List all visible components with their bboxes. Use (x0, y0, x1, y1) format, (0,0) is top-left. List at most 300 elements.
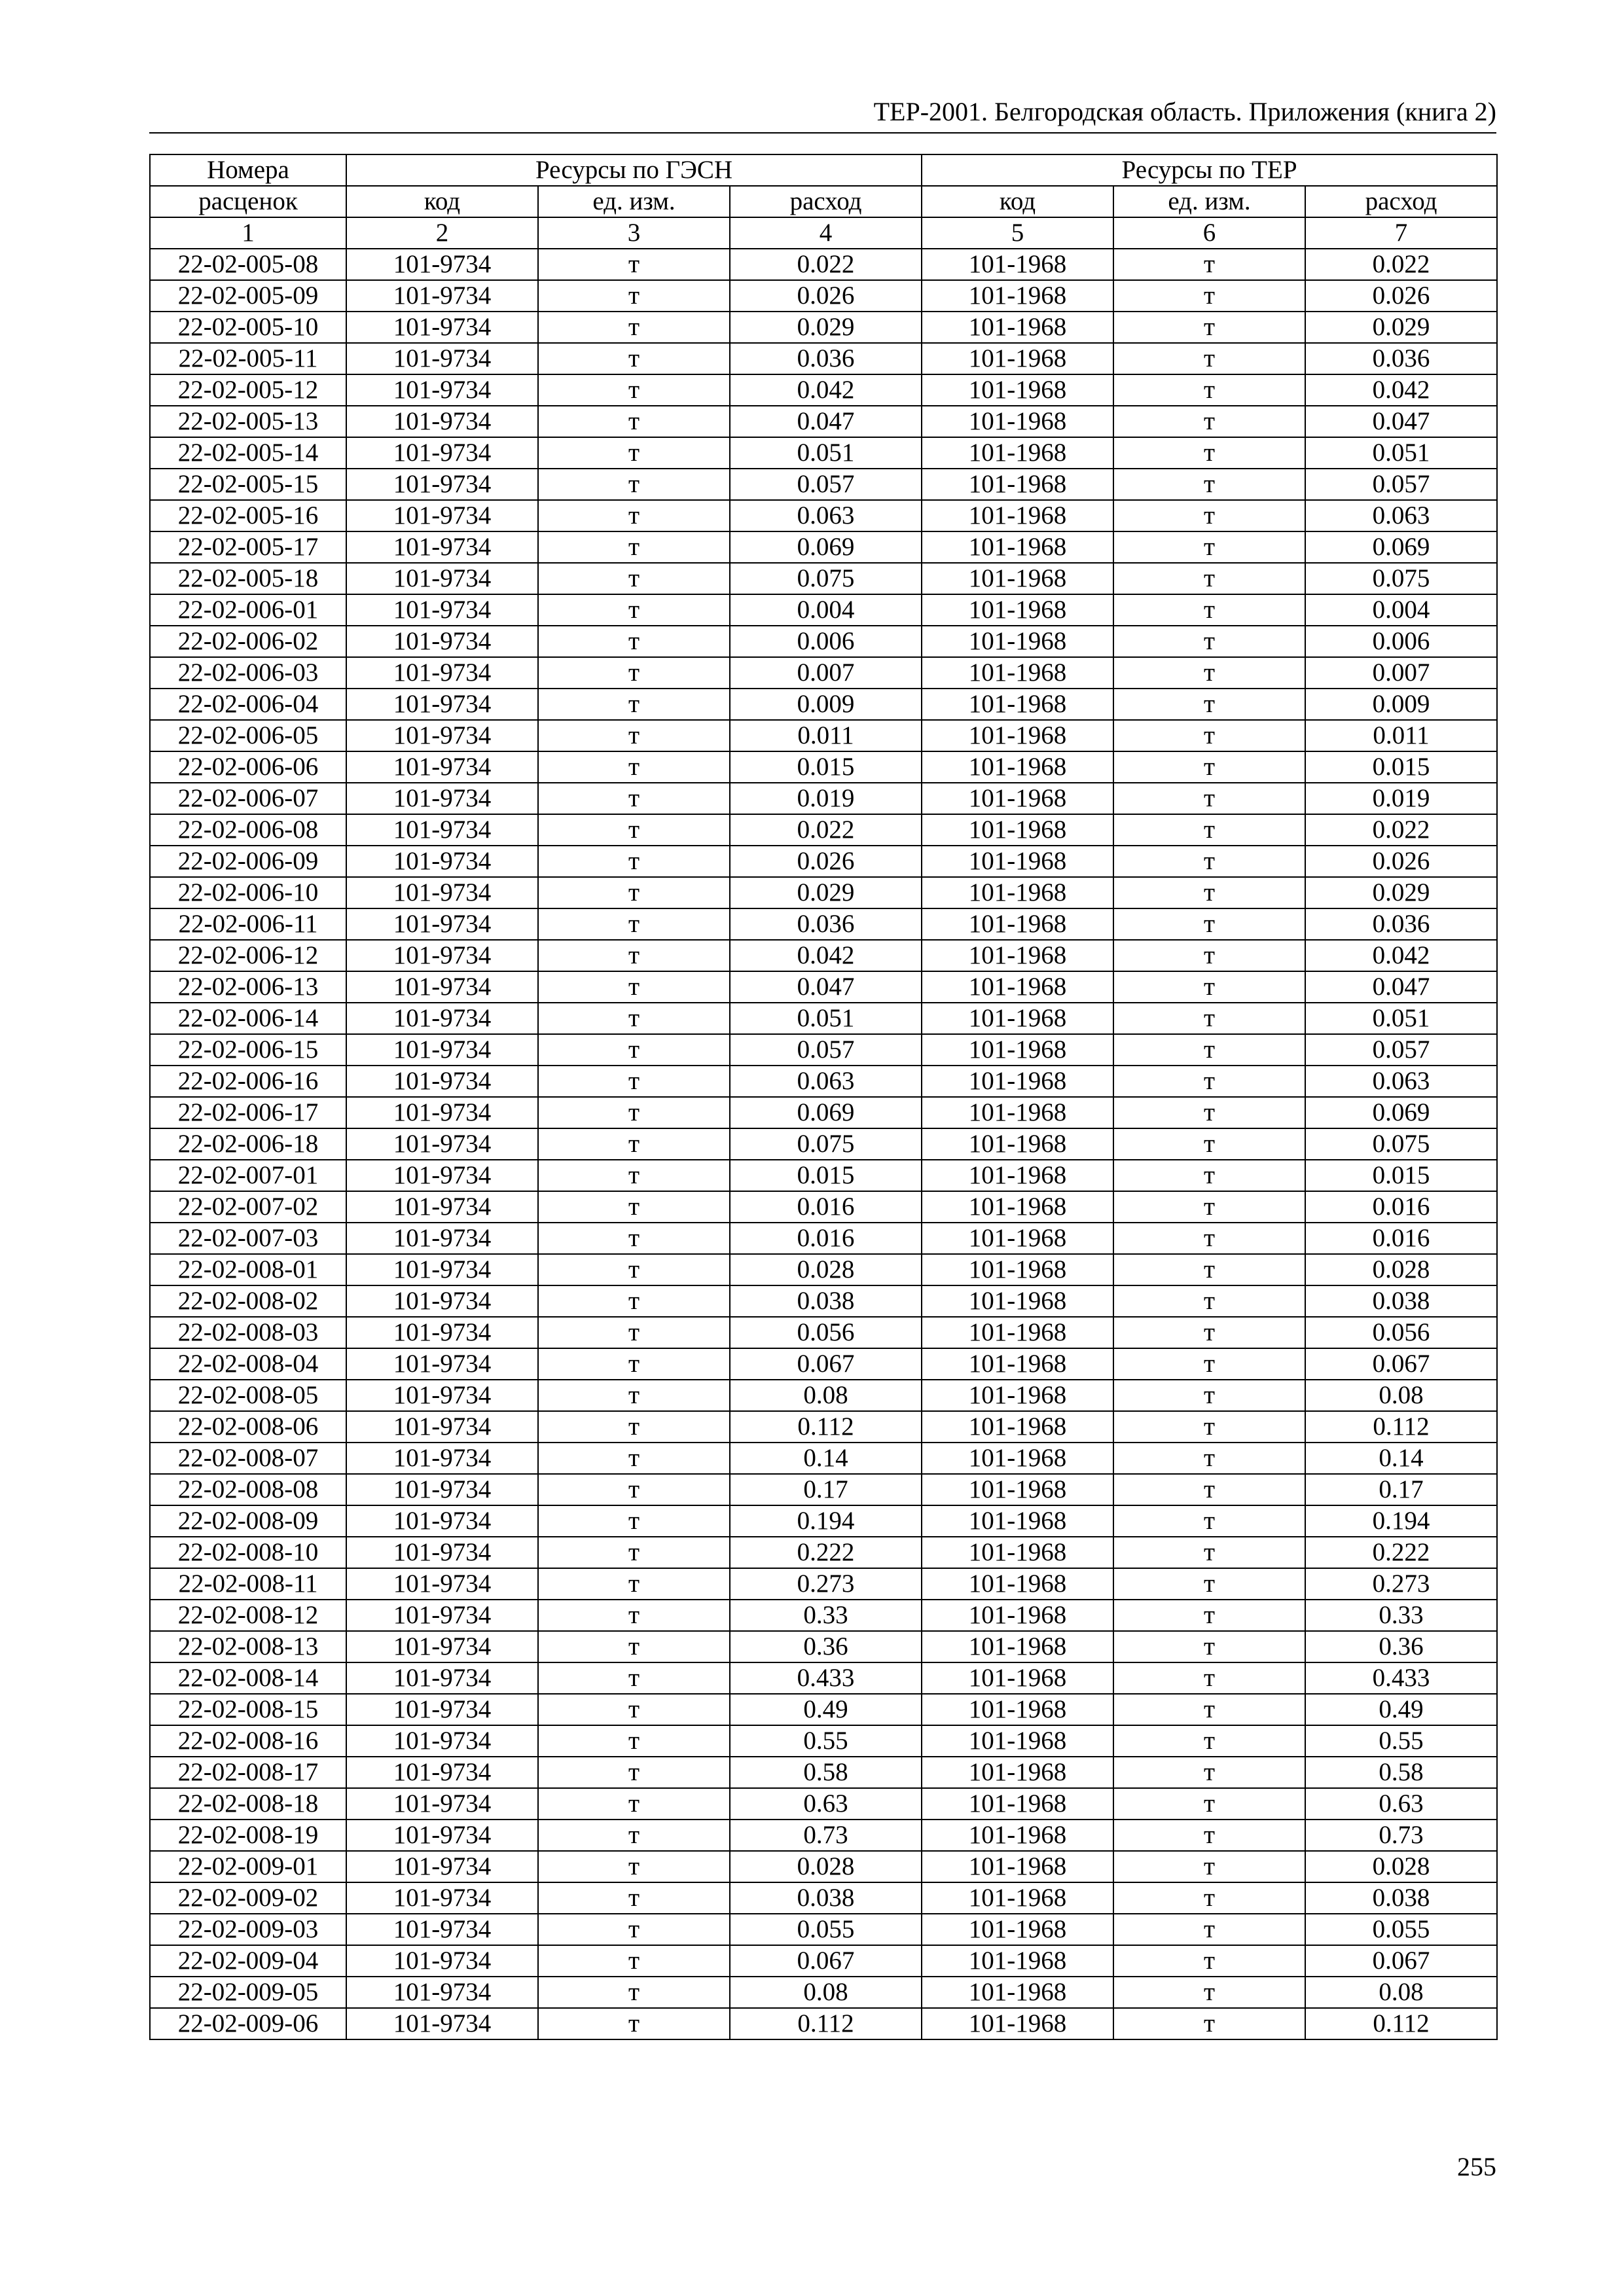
gesn-code-cell: 101-9734 (346, 1631, 538, 1662)
table-row (150, 280, 1497, 312)
header-ter-unit: ед. изм. (1113, 186, 1305, 217)
table-row (150, 2008, 1497, 2039)
ter-consumption-cell: 0.067 (1305, 1348, 1497, 1380)
rate-number-cell: 22-02-006-17 (150, 1097, 346, 1128)
header-ter-code: код (922, 186, 1113, 217)
rate-number-cell: 22-02-005-16 (150, 500, 346, 531)
gesn-consumption-cell: 0.036 (730, 908, 922, 940)
ter-code-cell: 101-1968 (922, 1474, 1113, 1505)
table-row (150, 1694, 1497, 1725)
table-row (150, 1820, 1497, 1851)
gesn-unit-cell: т (538, 1631, 730, 1662)
ter-unit-cell: т (1113, 563, 1305, 594)
ter-unit-cell: т (1113, 1380, 1305, 1411)
gesn-consumption-cell: 0.069 (730, 1097, 922, 1128)
gesn-consumption-cell: 0.36 (730, 1631, 922, 1662)
gesn-code-cell: 101-9734 (346, 437, 538, 469)
ter-code-cell: 101-1968 (922, 846, 1113, 877)
gesn-unit-cell: т (538, 1191, 730, 1223)
ter-code-cell: 101-1968 (922, 249, 1113, 280)
table-row (150, 1882, 1497, 1914)
ter-unit-cell: т (1113, 437, 1305, 469)
table-row (150, 689, 1497, 720)
rate-number-cell: 22-02-006-12 (150, 940, 346, 971)
ter-consumption-cell: 0.007 (1305, 657, 1497, 689)
gesn-code-cell: 101-9734 (346, 1662, 538, 1694)
rate-number-cell: 22-02-005-12 (150, 374, 346, 406)
gesn-code-cell: 101-9734 (346, 469, 538, 500)
gesn-unit-cell: т (538, 689, 730, 720)
ter-unit-cell: т (1113, 2008, 1305, 2039)
rate-number-cell: 22-02-008-12 (150, 1600, 346, 1631)
gesn-code-cell: 101-9734 (346, 720, 538, 751)
gesn-consumption-cell: 0.015 (730, 751, 922, 783)
ter-code-cell: 101-1968 (922, 814, 1113, 846)
table-row (150, 343, 1497, 374)
rate-number-cell: 22-02-008-14 (150, 1662, 346, 1694)
rate-number-cell: 22-02-005-14 (150, 437, 346, 469)
table-row (150, 720, 1497, 751)
table-row (150, 877, 1497, 908)
gesn-unit-cell: т (538, 1725, 730, 1757)
table-row (150, 1034, 1497, 1066)
gesn-consumption-cell: 0.057 (730, 469, 922, 500)
ter-consumption-cell: 0.49 (1305, 1694, 1497, 1725)
ter-unit-cell: т (1113, 1066, 1305, 1097)
gesn-consumption-cell: 0.069 (730, 531, 922, 563)
rate-number-cell: 22-02-009-03 (150, 1914, 346, 1945)
ter-unit-cell: т (1113, 1537, 1305, 1568)
ter-unit-cell: т (1113, 374, 1305, 406)
table-row (150, 783, 1497, 814)
gesn-unit-cell: т (538, 1851, 730, 1882)
gesn-consumption-cell: 0.067 (730, 1945, 922, 1977)
gesn-consumption-cell: 0.007 (730, 657, 922, 689)
table-row (150, 1977, 1497, 2008)
header-gesn-consumption: расход (730, 186, 922, 217)
ter-unit-cell: т (1113, 1914, 1305, 1945)
gesn-code-cell: 101-9734 (346, 500, 538, 531)
gesn-code-cell: 101-9734 (346, 1725, 538, 1757)
ter-unit-cell: т (1113, 1945, 1305, 1977)
gesn-consumption-cell: 0.08 (730, 1977, 922, 2008)
table-row (150, 1851, 1497, 1882)
rate-number-cell: 22-02-008-15 (150, 1694, 346, 1725)
gesn-unit-cell: т (538, 1977, 730, 2008)
gesn-code-cell: 101-9734 (346, 940, 538, 971)
ter-unit-cell: т (1113, 1600, 1305, 1631)
gesn-unit-cell: т (538, 1003, 730, 1034)
ter-consumption-cell: 0.055 (1305, 1914, 1497, 1945)
ter-unit-cell: т (1113, 1128, 1305, 1160)
ter-consumption-cell: 0.08 (1305, 1380, 1497, 1411)
gesn-consumption-cell: 0.14 (730, 1443, 922, 1474)
gesn-code-cell: 101-9734 (346, 563, 538, 594)
table-row (150, 594, 1497, 626)
gesn-code-cell: 101-9734 (346, 1317, 538, 1348)
gesn-consumption-cell: 0.33 (730, 1600, 922, 1631)
ter-consumption-cell: 0.069 (1305, 531, 1497, 563)
ter-unit-cell: т (1113, 1631, 1305, 1662)
ter-consumption-cell: 0.036 (1305, 908, 1497, 940)
column-number: 7 (1305, 217, 1497, 249)
ter-unit-cell: т (1113, 249, 1305, 280)
gesn-consumption-cell: 0.029 (730, 312, 922, 343)
ter-consumption-cell: 0.273 (1305, 1568, 1497, 1600)
gesn-unit-cell: т (538, 249, 730, 280)
ter-consumption-cell: 0.057 (1305, 469, 1497, 500)
ter-consumption-cell: 0.194 (1305, 1505, 1497, 1537)
ter-consumption-cell: 0.73 (1305, 1820, 1497, 1851)
rate-number-cell: 22-02-009-01 (150, 1851, 346, 1882)
gesn-consumption-cell: 0.63 (730, 1788, 922, 1820)
rate-number-cell: 22-02-008-11 (150, 1568, 346, 1600)
gesn-code-cell: 101-9734 (346, 1505, 538, 1537)
gesn-code-cell: 101-9734 (346, 1945, 538, 1977)
ter-consumption-cell: 0.011 (1305, 720, 1497, 751)
gesn-consumption-cell: 0.051 (730, 1003, 922, 1034)
table-row (150, 1505, 1497, 1537)
rate-number-cell: 22-02-007-02 (150, 1191, 346, 1223)
gesn-unit-cell: т (538, 1757, 730, 1788)
gesn-code-cell: 101-9734 (346, 1977, 538, 2008)
gesn-consumption-cell: 0.026 (730, 280, 922, 312)
ter-consumption-cell: 0.433 (1305, 1662, 1497, 1694)
ter-code-cell: 101-1968 (922, 1505, 1113, 1537)
gesn-consumption-cell: 0.112 (730, 1411, 922, 1443)
ter-code-cell: 101-1968 (922, 1851, 1113, 1882)
ter-unit-cell: т (1113, 500, 1305, 531)
rate-number-cell: 22-02-006-09 (150, 846, 346, 877)
ter-code-cell: 101-1968 (922, 1317, 1113, 1348)
gesn-consumption-cell: 0.49 (730, 1694, 922, 1725)
gesn-consumption-cell: 0.273 (730, 1568, 922, 1600)
rate-number-cell: 22-02-008-13 (150, 1631, 346, 1662)
table-row (150, 406, 1497, 437)
ter-code-cell: 101-1968 (922, 908, 1113, 940)
rate-number-cell: 22-02-006-14 (150, 1003, 346, 1034)
page-number: 255 (1457, 2152, 1496, 2181)
ter-unit-cell: т (1113, 406, 1305, 437)
table-row (150, 1066, 1497, 1097)
gesn-code-cell: 101-9734 (346, 1097, 538, 1128)
header-gesn-code: код (346, 186, 538, 217)
ter-unit-cell: т (1113, 1285, 1305, 1317)
gesn-code-cell: 101-9734 (346, 814, 538, 846)
ter-code-cell: 101-1968 (922, 594, 1113, 626)
ter-unit-cell: т (1113, 1474, 1305, 1505)
gesn-consumption-cell: 0.047 (730, 406, 922, 437)
gesn-unit-cell: т (538, 1380, 730, 1411)
ter-code-cell: 101-1968 (922, 437, 1113, 469)
ter-unit-cell: т (1113, 1851, 1305, 1882)
gesn-consumption-cell: 0.028 (730, 1254, 922, 1285)
ter-consumption-cell: 0.36 (1305, 1631, 1497, 1662)
ter-code-cell: 101-1968 (922, 1600, 1113, 1631)
ter-code-cell: 101-1968 (922, 1977, 1113, 2008)
table-row (150, 1945, 1497, 1977)
table-row (150, 1757, 1497, 1788)
gesn-consumption-cell: 0.029 (730, 877, 922, 908)
rate-number-cell: 22-02-005-11 (150, 343, 346, 374)
gesn-consumption-cell: 0.58 (730, 1757, 922, 1788)
ter-unit-cell: т (1113, 1662, 1305, 1694)
rate-number-cell: 22-02-008-04 (150, 1348, 346, 1380)
ter-code-cell: 101-1968 (922, 1537, 1113, 1568)
gesn-unit-cell: т (538, 751, 730, 783)
gesn-code-cell: 101-9734 (346, 374, 538, 406)
table-row (150, 1254, 1497, 1285)
rate-number-cell: 22-02-006-06 (150, 751, 346, 783)
gesn-code-cell: 101-9734 (346, 1034, 538, 1066)
table-row (150, 1097, 1497, 1128)
gesn-code-cell: 101-9734 (346, 406, 538, 437)
gesn-unit-cell: т (538, 1882, 730, 1914)
gesn-consumption-cell: 0.015 (730, 1160, 922, 1191)
gesn-consumption-cell: 0.067 (730, 1348, 922, 1380)
gesn-consumption-cell: 0.222 (730, 1537, 922, 1568)
rate-number-cell: 22-02-009-06 (150, 2008, 346, 2039)
gesn-code-cell: 101-9734 (346, 1443, 538, 1474)
rate-number-cell: 22-02-005-10 (150, 312, 346, 343)
gesn-unit-cell: т (538, 1034, 730, 1066)
gesn-code-cell: 101-9734 (346, 1285, 538, 1317)
ter-code-cell: 101-1968 (922, 1914, 1113, 1945)
rate-number-cell: 22-02-009-05 (150, 1977, 346, 2008)
ter-code-cell: 101-1968 (922, 720, 1113, 751)
ter-code-cell: 101-1968 (922, 971, 1113, 1003)
ter-consumption-cell: 0.063 (1305, 1066, 1497, 1097)
rate-number-cell: 22-02-006-03 (150, 657, 346, 689)
gesn-code-cell: 101-9734 (346, 249, 538, 280)
table-row (150, 1223, 1497, 1254)
gesn-unit-cell: т (538, 1128, 730, 1160)
gesn-code-cell: 101-9734 (346, 971, 538, 1003)
ter-consumption-cell: 0.042 (1305, 940, 1497, 971)
table-row (150, 1411, 1497, 1443)
gesn-code-cell: 101-9734 (346, 846, 538, 877)
gesn-code-cell: 101-9734 (346, 783, 538, 814)
rate-number-cell: 22-02-008-18 (150, 1788, 346, 1820)
ter-code-cell: 101-1968 (922, 1945, 1113, 1977)
gesn-unit-cell: т (538, 877, 730, 908)
ter-consumption-cell: 0.015 (1305, 751, 1497, 783)
ter-code-cell: 101-1968 (922, 783, 1113, 814)
ter-code-cell: 101-1968 (922, 1348, 1113, 1380)
ter-consumption-cell: 0.08 (1305, 1977, 1497, 2008)
gesn-unit-cell: т (538, 1348, 730, 1380)
gesn-unit-cell: т (538, 846, 730, 877)
ter-code-cell: 101-1968 (922, 469, 1113, 500)
gesn-consumption-cell: 0.042 (730, 374, 922, 406)
rate-number-cell: 22-02-008-19 (150, 1820, 346, 1851)
gesn-consumption-cell: 0.036 (730, 343, 922, 374)
ter-code-cell: 101-1968 (922, 343, 1113, 374)
ter-code-cell: 101-1968 (922, 626, 1113, 657)
gesn-unit-cell: т (538, 626, 730, 657)
rate-number-cell: 22-02-006-08 (150, 814, 346, 846)
table-row (150, 1380, 1497, 1411)
gesn-code-cell: 101-9734 (346, 531, 538, 563)
rate-number-cell: 22-02-005-08 (150, 249, 346, 280)
ter-code-cell: 101-1968 (922, 1097, 1113, 1128)
ter-consumption-cell: 0.047 (1305, 406, 1497, 437)
rate-number-cell: 22-02-008-10 (150, 1537, 346, 1568)
column-number: 2 (346, 217, 538, 249)
rate-number-cell: 22-02-006-04 (150, 689, 346, 720)
gesn-code-cell: 101-9734 (346, 1568, 538, 1600)
ter-unit-cell: т (1113, 814, 1305, 846)
ter-consumption-cell: 0.026 (1305, 280, 1497, 312)
table-row (150, 249, 1497, 280)
ter-code-cell: 101-1968 (922, 877, 1113, 908)
ter-consumption-cell: 0.022 (1305, 249, 1497, 280)
gesn-code-cell: 101-9734 (346, 1820, 538, 1851)
group-header-row (150, 154, 1497, 186)
table-row (150, 531, 1497, 563)
gesn-consumption-cell: 0.051 (730, 437, 922, 469)
gesn-unit-cell: т (538, 1066, 730, 1097)
ter-code-cell: 101-1968 (922, 1191, 1113, 1223)
gesn-consumption-cell: 0.022 (730, 814, 922, 846)
gesn-unit-cell: т (538, 374, 730, 406)
gesn-consumption-cell: 0.112 (730, 2008, 922, 2039)
header-numbers: Номера (150, 154, 346, 186)
gesn-code-cell: 101-9734 (346, 1411, 538, 1443)
column-number: 1 (150, 217, 346, 249)
ter-code-cell: 101-1968 (922, 1757, 1113, 1788)
gesn-consumption-cell: 0.016 (730, 1191, 922, 1223)
table-row (150, 1914, 1497, 1945)
ter-code-cell: 101-1968 (922, 689, 1113, 720)
ter-consumption-cell: 0.022 (1305, 814, 1497, 846)
rate-number-cell: 22-02-005-17 (150, 531, 346, 563)
rate-number-cell: 22-02-009-02 (150, 1882, 346, 1914)
ter-code-cell: 101-1968 (922, 940, 1113, 971)
gesn-code-cell: 101-9734 (346, 594, 538, 626)
ter-consumption-cell: 0.009 (1305, 689, 1497, 720)
gesn-consumption-cell: 0.194 (730, 1505, 922, 1537)
gesn-unit-cell: т (538, 1820, 730, 1851)
gesn-unit-cell: т (538, 469, 730, 500)
rate-number-cell: 22-02-006-18 (150, 1128, 346, 1160)
ter-consumption-cell: 0.075 (1305, 563, 1497, 594)
rate-number-cell: 22-02-008-01 (150, 1254, 346, 1285)
gesn-unit-cell: т (538, 312, 730, 343)
ter-unit-cell: т (1113, 312, 1305, 343)
rate-number-cell: 22-02-006-01 (150, 594, 346, 626)
ter-code-cell: 101-1968 (922, 1882, 1113, 1914)
gesn-consumption-cell: 0.038 (730, 1285, 922, 1317)
gesn-code-cell: 101-9734 (346, 751, 538, 783)
ter-code-cell: 101-1968 (922, 2008, 1113, 2039)
gesn-consumption-cell: 0.011 (730, 720, 922, 751)
gesn-unit-cell: т (538, 1537, 730, 1568)
gesn-consumption-cell: 0.038 (730, 1882, 922, 1914)
ter-unit-cell: т (1113, 1757, 1305, 1788)
gesn-unit-cell: т (538, 343, 730, 374)
gesn-code-cell: 101-9734 (346, 1191, 538, 1223)
gesn-consumption-cell: 0.055 (730, 1914, 922, 1945)
gesn-code-cell: 101-9734 (346, 1914, 538, 1945)
table-row (150, 1537, 1497, 1568)
table-row (150, 1191, 1497, 1223)
rate-number-cell: 22-02-006-11 (150, 908, 346, 940)
gesn-code-cell: 101-9734 (346, 626, 538, 657)
ter-code-cell: 101-1968 (922, 1662, 1113, 1694)
gesn-code-cell: 101-9734 (346, 1254, 538, 1285)
gesn-unit-cell: т (538, 594, 730, 626)
ter-unit-cell: т (1113, 1034, 1305, 1066)
ter-unit-cell: т (1113, 657, 1305, 689)
gesn-unit-cell: т (538, 1788, 730, 1820)
ter-code-cell: 101-1968 (922, 1003, 1113, 1034)
rate-number-cell: 22-02-008-02 (150, 1285, 346, 1317)
ter-unit-cell: т (1113, 1097, 1305, 1128)
header-gesn-unit: ед. изм. (538, 186, 730, 217)
table-row (150, 1788, 1497, 1820)
gesn-unit-cell: т (538, 814, 730, 846)
gesn-unit-cell: т (538, 1568, 730, 1600)
gesn-unit-cell: т (538, 1474, 730, 1505)
gesn-unit-cell: т (538, 1160, 730, 1191)
ter-code-cell: 101-1968 (922, 1160, 1113, 1191)
header-ter-consumption: расход (1305, 186, 1497, 217)
gesn-code-cell: 101-9734 (346, 1694, 538, 1725)
rate-number-cell: 22-02-009-04 (150, 1945, 346, 1977)
ter-consumption-cell: 0.33 (1305, 1600, 1497, 1631)
ter-unit-cell: т (1113, 1505, 1305, 1537)
ter-consumption-cell: 0.63 (1305, 1788, 1497, 1820)
column-number: 5 (922, 217, 1113, 249)
rate-number-cell: 22-02-006-07 (150, 783, 346, 814)
ter-consumption-cell: 0.55 (1305, 1725, 1497, 1757)
rate-number-cell: 22-02-005-13 (150, 406, 346, 437)
gesn-unit-cell: т (538, 1254, 730, 1285)
gesn-code-cell: 101-9734 (346, 1851, 538, 1882)
gesn-unit-cell: т (538, 500, 730, 531)
rate-number-cell: 22-02-007-03 (150, 1223, 346, 1254)
ter-code-cell: 101-1968 (922, 280, 1113, 312)
gesn-code-cell: 101-9734 (346, 280, 538, 312)
ter-unit-cell: т (1113, 908, 1305, 940)
rate-number-cell: 22-02-005-15 (150, 469, 346, 500)
table-row (150, 940, 1497, 971)
gesn-consumption-cell: 0.063 (730, 1066, 922, 1097)
ter-consumption-cell: 0.051 (1305, 437, 1497, 469)
gesn-consumption-cell: 0.17 (730, 1474, 922, 1505)
rate-number-cell: 22-02-008-03 (150, 1317, 346, 1348)
rate-number-cell: 22-02-008-06 (150, 1411, 346, 1443)
column-number: 4 (730, 217, 922, 249)
gesn-consumption-cell: 0.022 (730, 249, 922, 280)
ter-code-cell: 101-1968 (922, 500, 1113, 531)
gesn-consumption-cell: 0.063 (730, 500, 922, 531)
table-row (150, 563, 1497, 594)
ter-code-cell: 101-1968 (922, 1568, 1113, 1600)
ter-code-cell: 101-1968 (922, 563, 1113, 594)
gesn-consumption-cell: 0.016 (730, 1223, 922, 1254)
table-row (150, 469, 1497, 500)
gesn-code-cell: 101-9734 (346, 343, 538, 374)
ter-unit-cell: т (1113, 1223, 1305, 1254)
gesn-unit-cell: т (538, 1097, 730, 1128)
table-row (150, 1568, 1497, 1600)
ter-consumption-cell: 0.016 (1305, 1223, 1497, 1254)
ter-code-cell: 101-1968 (922, 1034, 1113, 1066)
column-number: 3 (538, 217, 730, 249)
ter-unit-cell: т (1113, 1882, 1305, 1914)
